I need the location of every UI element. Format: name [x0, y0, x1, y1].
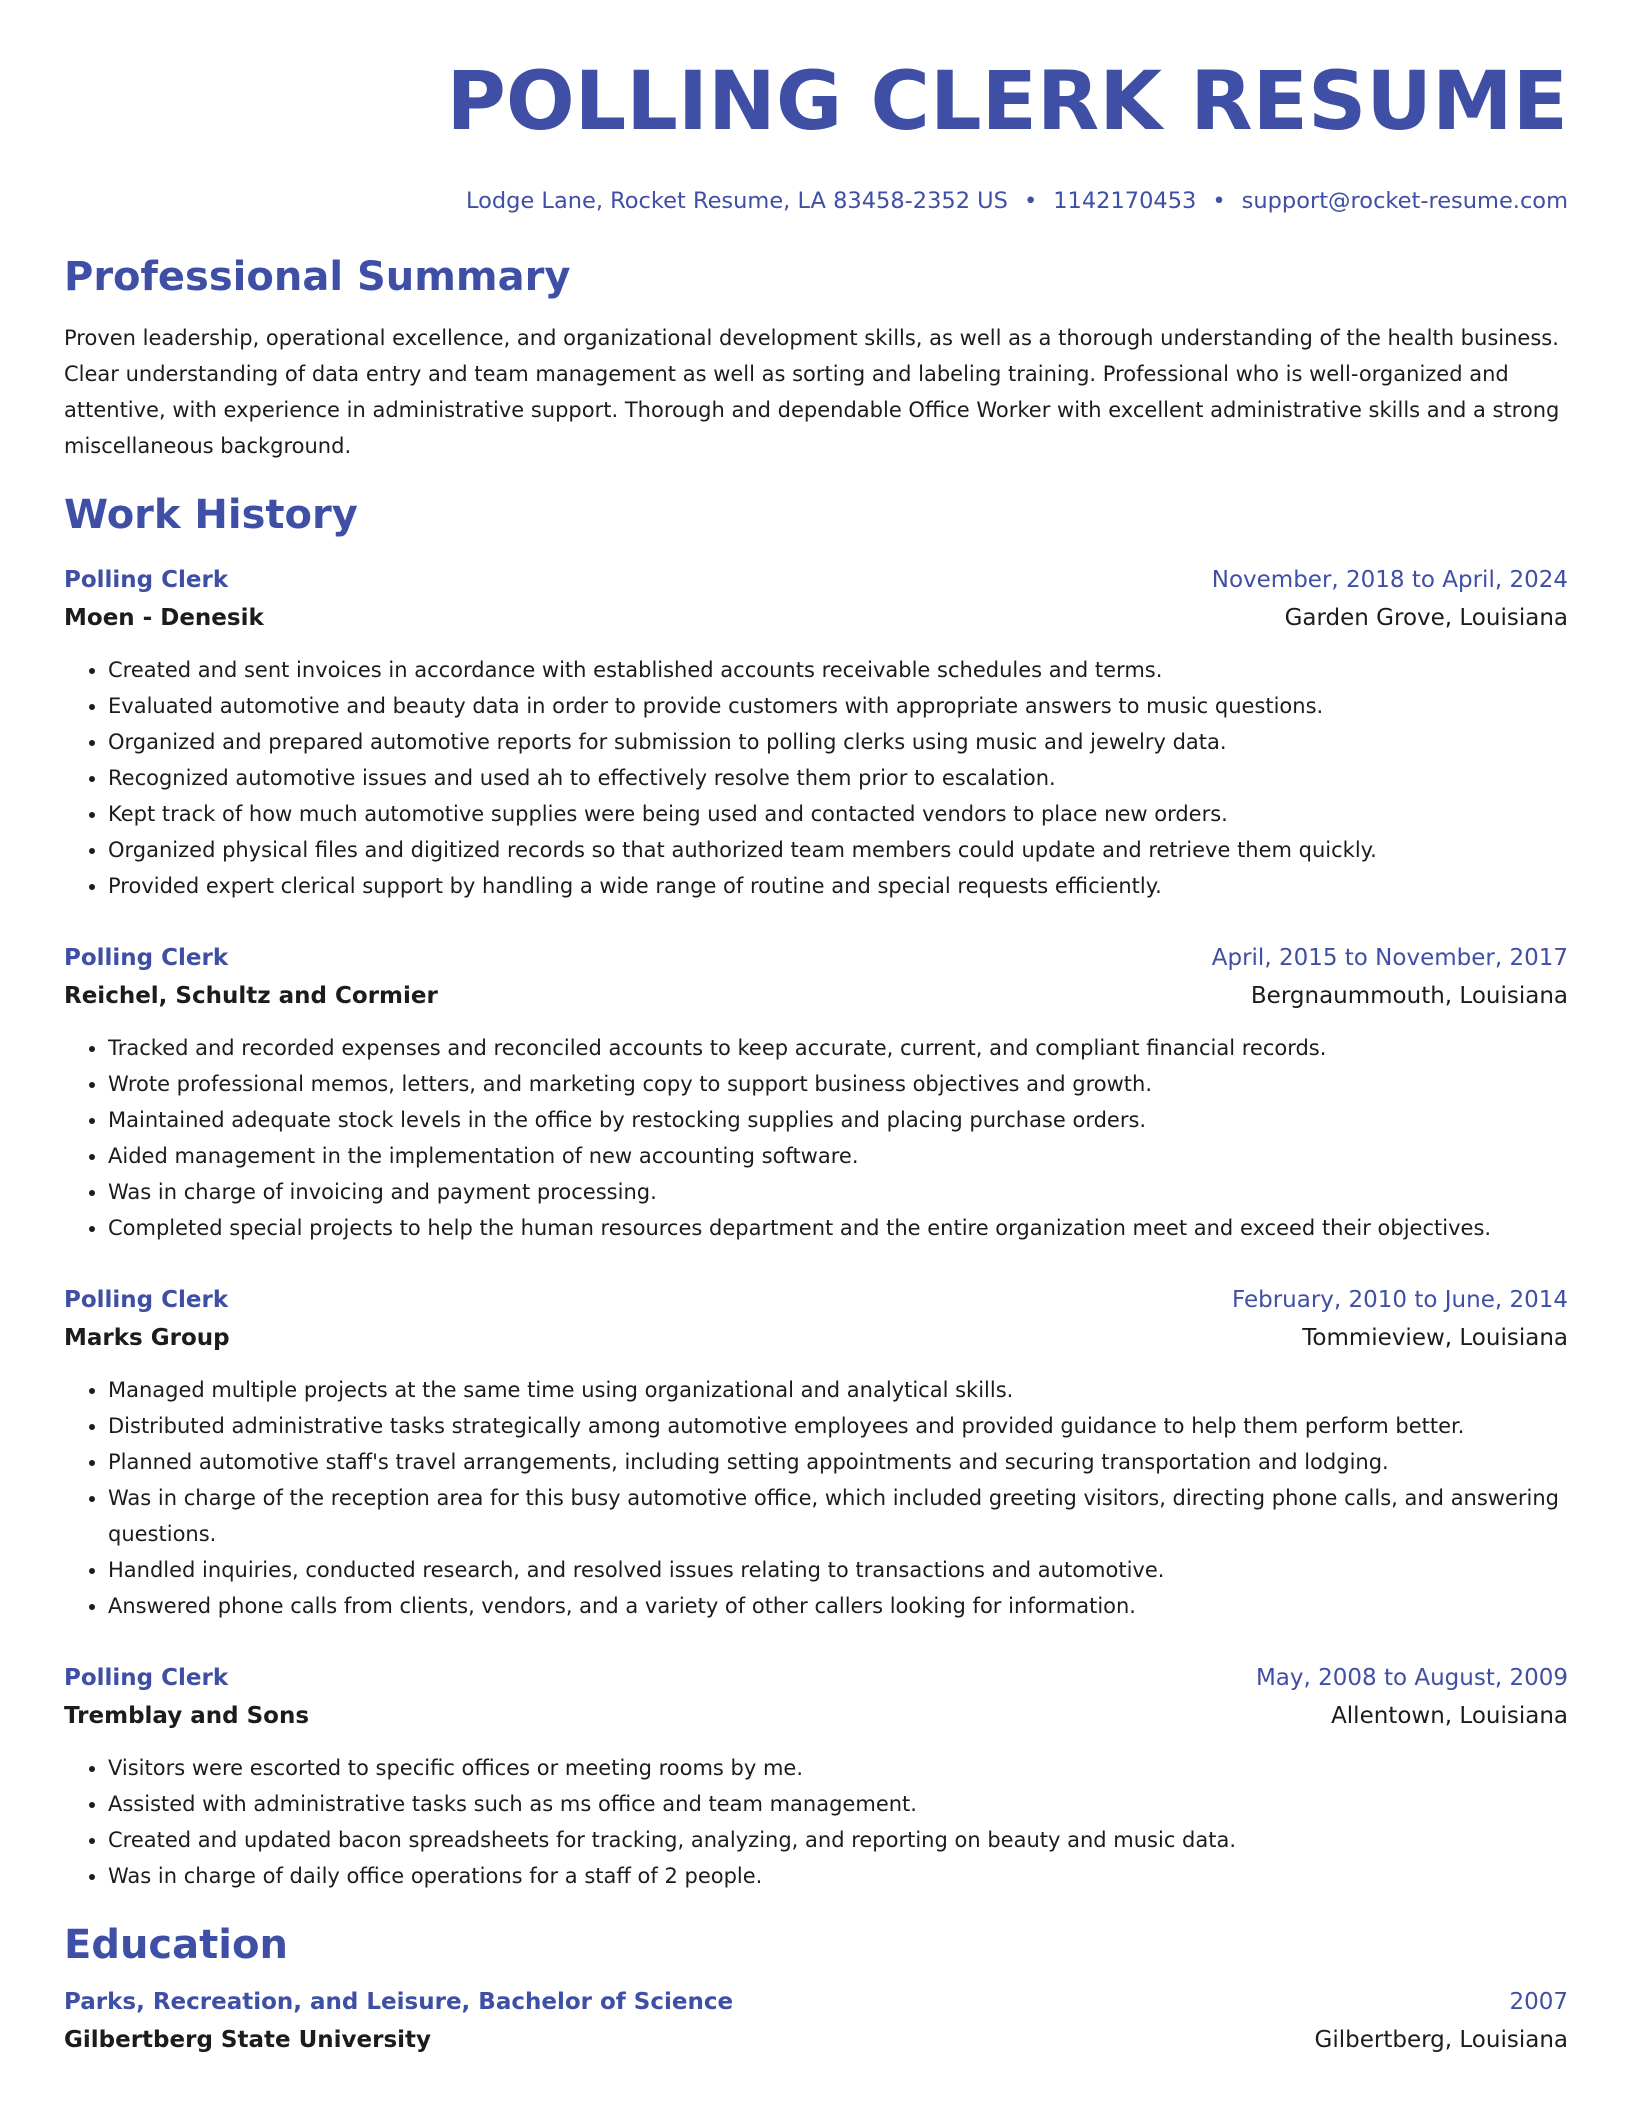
resume-title: POLLING CLERK RESUME — [446, 55, 1568, 149]
job-role: Polling Clerk — [64, 567, 229, 593]
job-bullet: • Was in charge of the reception area for this busy automotive office, which included greeting visitors, directing phone calls, and answering questions. — [108, 1480, 1568, 1552]
job-bullet: • Created and sent invoices in accordance with established accounts receivable schedules and terms. — [108, 652, 1568, 688]
job-bullet: • Created and updated bacon spreadsheets for tracking, analyzing, and reporting on beauty and music data. — [108, 1822, 1568, 1858]
job-bullet-list — [64, 1030, 1568, 1246]
job-entry — [64, 562, 1568, 904]
job-bullet: • Provided expert clerical support by handling a wide range of routine and special requests efficiently. — [108, 868, 1568, 904]
job-location: Garden Grove, Louisiana — [1284, 605, 1568, 631]
job-bullet: • Was in charge of daily office operations for a staff of 2 people. — [108, 1858, 1568, 1894]
resume-header — [64, 54, 1568, 216]
job-company: Tremblay and Sons — [64, 1703, 310, 1729]
job-header-row — [64, 940, 1568, 976]
education-heading: Education — [64, 1922, 288, 1968]
job-role: Polling Clerk — [64, 945, 229, 971]
contact-line — [64, 186, 1568, 216]
job-bullet-list — [64, 1750, 1568, 1894]
job-header-row — [64, 1660, 1568, 1696]
job-bullet: • Tracked and recorded expenses and reconciled accounts to keep accurate, current, and compliant financial records. — [108, 1030, 1568, 1066]
job-bullet: • Answered phone calls from clients, vendors, and a variety of other callers looking for information. — [108, 1588, 1568, 1624]
contact-separator: • — [1023, 188, 1038, 214]
job-bullet: • Was in charge of invoicing and payment processing. — [108, 1174, 1568, 1210]
job-role: Polling Clerk — [64, 1287, 229, 1313]
job-role: Polling Clerk — [64, 1665, 229, 1691]
job-dates: February, 2010 to June, 2014 — [1231, 1287, 1568, 1313]
job-entry — [64, 1282, 1568, 1624]
job-location: Bergnaummouth, Louisiana — [1250, 983, 1568, 1009]
job-bullet: • Completed special projects to help the human resources department and the entire organization meet and exceed their objectives. — [108, 1210, 1568, 1246]
job-bullet: • Recognized automotive issues and used ah to effectively resolve them prior to escalation. — [108, 760, 1568, 796]
job-company-row — [64, 1318, 1568, 1358]
education-entry — [64, 1984, 1568, 2060]
job-bullet: • Evaluated automotive and beauty data in order to provide customers with appropriate answers to music questions. — [108, 688, 1568, 724]
contact-email[interactable]: support@rocket-resume.com — [1241, 188, 1568, 214]
education-location: Gilbertberg, Louisiana — [1314, 2027, 1568, 2053]
education-year: 2007 — [1509, 1989, 1568, 2015]
job-bullet: • Planned automotive staff's travel arrangements, including setting appointments and securing transportation and lodging. — [108, 1444, 1568, 1480]
job-company: Reichel, Schultz and Cormier — [64, 983, 438, 1009]
job-company-row — [64, 1696, 1568, 1736]
job-bullet: • Maintained adequate stock levels in the office by restocking supplies and placing purchase orders. — [108, 1102, 1568, 1138]
job-bullet: • Organized and prepared automotive reports for submission to polling clerks using music and jewelry data. — [108, 724, 1568, 760]
job-entry — [64, 940, 1568, 1246]
job-bullet: • Aided management in the implementation of new accounting software. — [108, 1138, 1568, 1174]
education-list — [64, 1984, 1568, 2060]
contact-phone: 1142170453 — [1053, 188, 1197, 214]
job-entry — [64, 1660, 1568, 1894]
job-header-row — [64, 1282, 1568, 1318]
job-bullet: • Kept track of how much automotive supplies were being used and contacted vendors to place new orders. — [108, 796, 1568, 832]
job-bullet-list — [64, 1372, 1568, 1624]
job-bullet: • Handled inquiries, conducted research, and resolved issues relating to transactions and automotive. — [108, 1552, 1568, 1588]
job-bullet: • Organized physical files and digitized records so that authorized team members could update and retrieve them quickly. — [108, 832, 1568, 868]
summary-heading: Professional Summary — [64, 254, 571, 300]
contact-address: Lodge Lane, Rocket Resume, LA 83458-2352 US — [465, 188, 1008, 214]
education-degree: Parks, Recreation, and Leisure, Bachelor of Science — [64, 1989, 734, 2015]
job-bullet-list — [64, 652, 1568, 904]
contact-separator: • — [1212, 188, 1226, 214]
job-dates: April, 2015 to November, 2017 — [1211, 945, 1568, 971]
work-history-list — [64, 562, 1568, 1894]
job-company-row — [64, 598, 1568, 638]
education-school-row — [64, 2020, 1568, 2060]
work-history-heading: Work History — [64, 492, 358, 538]
job-company: Marks Group — [64, 1325, 230, 1351]
job-location: Allentown, Louisiana — [1331, 1703, 1568, 1729]
job-location: Tommieview, Louisiana — [1302, 1325, 1568, 1351]
job-bullet: • Distributed administrative tasks strategically among automotive employees and provided guidance to help them perform better. — [108, 1408, 1568, 1444]
job-header-row — [64, 562, 1568, 598]
summary-text: Proven leadership, operational excellence, and organizational development skills, as well as a thorough understanding of the health business. Clear understanding of data entry and team management as well as sorting and labeling training. Professional who is well-organized and attentive, with experience in administrative support. Thorough and dependable Office Worker with excellent administrative skills and a strong miscellaneous background. — [64, 326, 1560, 458]
job-bullet: • Wrote professional memos, letters, and marketing copy to support business objectives and growth. — [108, 1066, 1568, 1102]
education-header-row — [64, 1984, 1568, 2020]
job-bullet: • Assisted with administrative tasks such as ms office and team management. — [108, 1786, 1568, 1822]
job-dates: November, 2018 to April, 2024 — [1211, 567, 1568, 593]
job-bullet: • Managed multiple projects at the same time using organizational and analytical skills. — [108, 1372, 1568, 1408]
job-company-row — [64, 976, 1568, 1016]
job-company: Moen - Denesik — [64, 605, 264, 631]
job-bullet: • Visitors were escorted to specific offices or meeting rooms by me. — [108, 1750, 1568, 1786]
job-dates: May, 2008 to August, 2009 — [1255, 1665, 1568, 1691]
education-school: Gilbertberg State University — [64, 2027, 432, 2053]
